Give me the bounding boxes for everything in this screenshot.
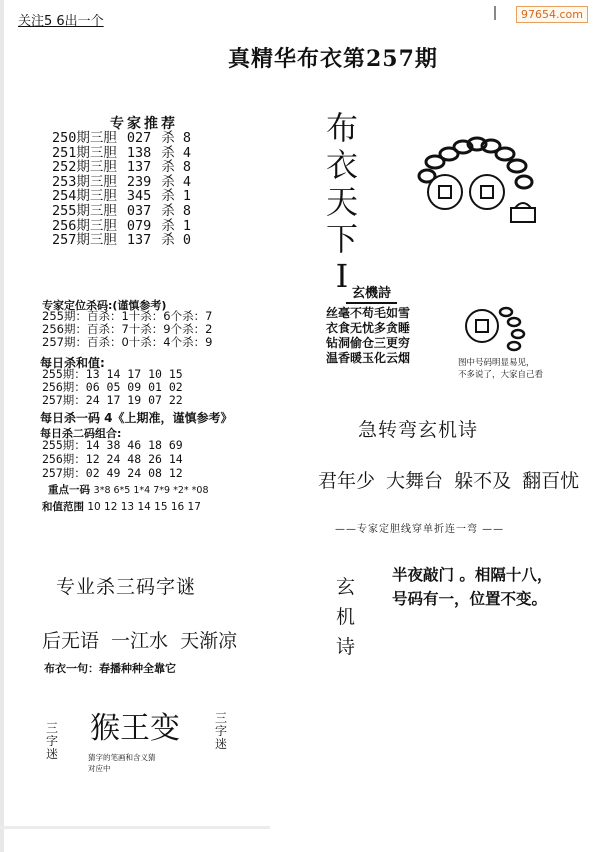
coin-string-illustration (415, 132, 545, 232)
daily-two-list (42, 438, 183, 480)
daily-sum-row: 255期：13 14 17 10 15 (42, 367, 183, 381)
recommend-kill: 杀 4 (161, 173, 192, 190)
key-points-values: 3*8 6*5 1*4 7*9 *2* *08 (93, 485, 209, 496)
vertical-title-char: 天 (325, 183, 358, 221)
mystic-vertical-label (336, 572, 358, 662)
recommend-kill: 杀 1 (161, 188, 192, 205)
vertical-title-char: 布 (325, 109, 358, 147)
expert-divider-line: ——专家定胆线穿单折连一弯 —— (335, 524, 505, 535)
riddle-hint-line: 猜字的笔画和含义猜 (88, 753, 156, 762)
recommend-code: 345 (126, 188, 152, 205)
jizhuan-line: 君年少 大舞台 躲不及 翻百忧 (318, 470, 580, 492)
mystic-vertical-char: 诗 (336, 636, 356, 658)
recommend-code: 137 (126, 159, 152, 176)
page-title: 真精华布衣第257期 (228, 46, 438, 72)
daily-one-code: 每日杀一码 4《上期准，谨慎参考》 (40, 411, 233, 425)
position-kill-list (42, 310, 212, 349)
recommend-list (52, 131, 191, 248)
recommend-period: 251期三胆 (52, 144, 117, 161)
three-char-riddle-char: 三 (46, 721, 59, 735)
recommend-period: 256期三胆 (52, 217, 117, 234)
three-char-riddle-right (215, 712, 229, 751)
big-riddle: 猴王变 (90, 711, 180, 746)
riddle-line: 半夜敲门 。相隔十八， (392, 565, 553, 584)
recommend-kill: 杀 8 (161, 202, 192, 219)
professional-title: 专业杀三码字谜 (56, 576, 197, 598)
sum-range-label: 和值范围 (42, 501, 84, 513)
mystic-poem-line: 衣食无忧多贪睡 (326, 321, 411, 335)
recommend-period: 254期三胆 (52, 188, 117, 205)
recommend-kill: 杀 0 (161, 232, 192, 249)
mystic-poem-line: 温香暖玉化云烟 (326, 351, 411, 365)
mystic-poem-line: 丝毫不苟毛如雪 (326, 306, 411, 320)
recommend-heading: 专家推荐 (110, 116, 178, 132)
buyi-sentence: 布衣一句：春播种种全靠它 (44, 662, 176, 675)
position-kill-row: 257期：百杀：0十杀：4个杀：9 (42, 335, 213, 349)
three-char-riddle-char: 迷 (46, 747, 59, 761)
recommend-row (52, 219, 191, 234)
recommend-row (52, 233, 191, 248)
scan-mark (494, 6, 496, 20)
recommend-code: 137 (126, 232, 152, 249)
daily-sum-heading: 每日杀和值: (40, 356, 105, 370)
mystic-poem-line: 钻洞偷仓三更穷 (326, 336, 411, 350)
recommend-row (52, 204, 191, 219)
recommend-code: 239 (126, 173, 152, 190)
three-char-riddle-char: 迷 (215, 737, 228, 751)
mystic-poem-heading: 玄機詩 (346, 282, 397, 304)
recommend-row (52, 131, 191, 146)
recommend-row (52, 189, 191, 204)
recommend-kill: 杀 8 (161, 130, 192, 146)
three-char-riddle-char: 字 (215, 724, 228, 738)
riddle-line: 号码有一，位置不变。 (392, 589, 548, 608)
recommend-kill: 杀 8 (161, 159, 192, 176)
professional-words: 后无语 一江水 天渐凉 (42, 630, 238, 652)
watermark-badge[interactable]: 97654.com (516, 6, 588, 23)
riddle-hint-line: 对应中 (88, 764, 111, 773)
recommend-code: 079 (126, 217, 152, 234)
picture-note (458, 357, 543, 381)
recommend-period: 250期三胆 (52, 130, 117, 146)
recommend-row (52, 146, 191, 161)
mystic-vertical-char: 机 (336, 606, 356, 628)
vertical-title-char: 衣 (325, 146, 358, 184)
position-kill-heading: 专家定位杀码:(谨慎参考) (42, 299, 167, 312)
coin-ribbon-illustration (462, 298, 532, 358)
recommend-period: 257期三胆 (52, 232, 117, 249)
daily-two-heading: 每日杀二码组合: (40, 427, 122, 440)
scan-edge (0, 0, 4, 852)
recommend-row (52, 175, 191, 190)
recommend-code: 037 (126, 202, 152, 219)
position-kill-row: 255期：百杀：1十杀：6个杀：7 (42, 309, 213, 323)
recommend-kill: 杀 1 (161, 217, 192, 234)
recommend-period: 253期三胆 (52, 173, 117, 190)
recommend-period: 255期三胆 (52, 202, 117, 219)
daily-two-row: 256期：12 24 48 26 14 (42, 452, 183, 466)
recommend-code: 027 (126, 130, 152, 146)
daily-two-row: 257期：02 49 24 08 12 (42, 466, 183, 480)
scan-bottom-edge (0, 826, 270, 829)
vertical-title (325, 110, 359, 295)
riddle-poem (392, 563, 552, 611)
position-kill-row: 256期：百杀：7十杀：9个杀：2 (42, 322, 213, 336)
three-char-riddle-left (46, 722, 60, 761)
daily-sum-row: 256期：06 05 09 01 02 (42, 380, 183, 394)
daily-two-row: 255期：14 38 46 18 69 (42, 438, 183, 452)
sum-range-values: 10 12 13 14 15 16 17 (87, 501, 201, 513)
daily-sum-list (42, 368, 183, 407)
daily-sum-row: 257期：24 17 19 07 22 (42, 393, 183, 407)
top-note: 关注5 6出一个 (18, 14, 104, 29)
recommend-code: 138 (126, 144, 152, 161)
three-char-riddle-char: 三 (215, 711, 228, 725)
mystic-poem-lines (326, 306, 444, 366)
jizhuan-title: 急转弯玄机诗 (358, 419, 479, 441)
recommend-kill: 杀 4 (161, 144, 192, 161)
recommend-period: 252期三胆 (52, 159, 117, 176)
vertical-title-char: I (335, 257, 349, 295)
picture-note-line: 不多说了，大家自己看 (458, 370, 544, 380)
mystic-poem-box (326, 282, 444, 366)
three-char-riddle-char: 字 (46, 734, 59, 748)
picture-note-line: 图中号码明显易见， (458, 358, 535, 368)
sum-range (42, 499, 201, 514)
vertical-title-char: 下 (325, 220, 358, 258)
recommend-row (52, 160, 191, 175)
mystic-vertical-char: 玄 (336, 576, 356, 598)
key-points (48, 482, 209, 497)
key-points-label: 重点一码 (48, 484, 90, 496)
riddle-hint (88, 752, 198, 774)
